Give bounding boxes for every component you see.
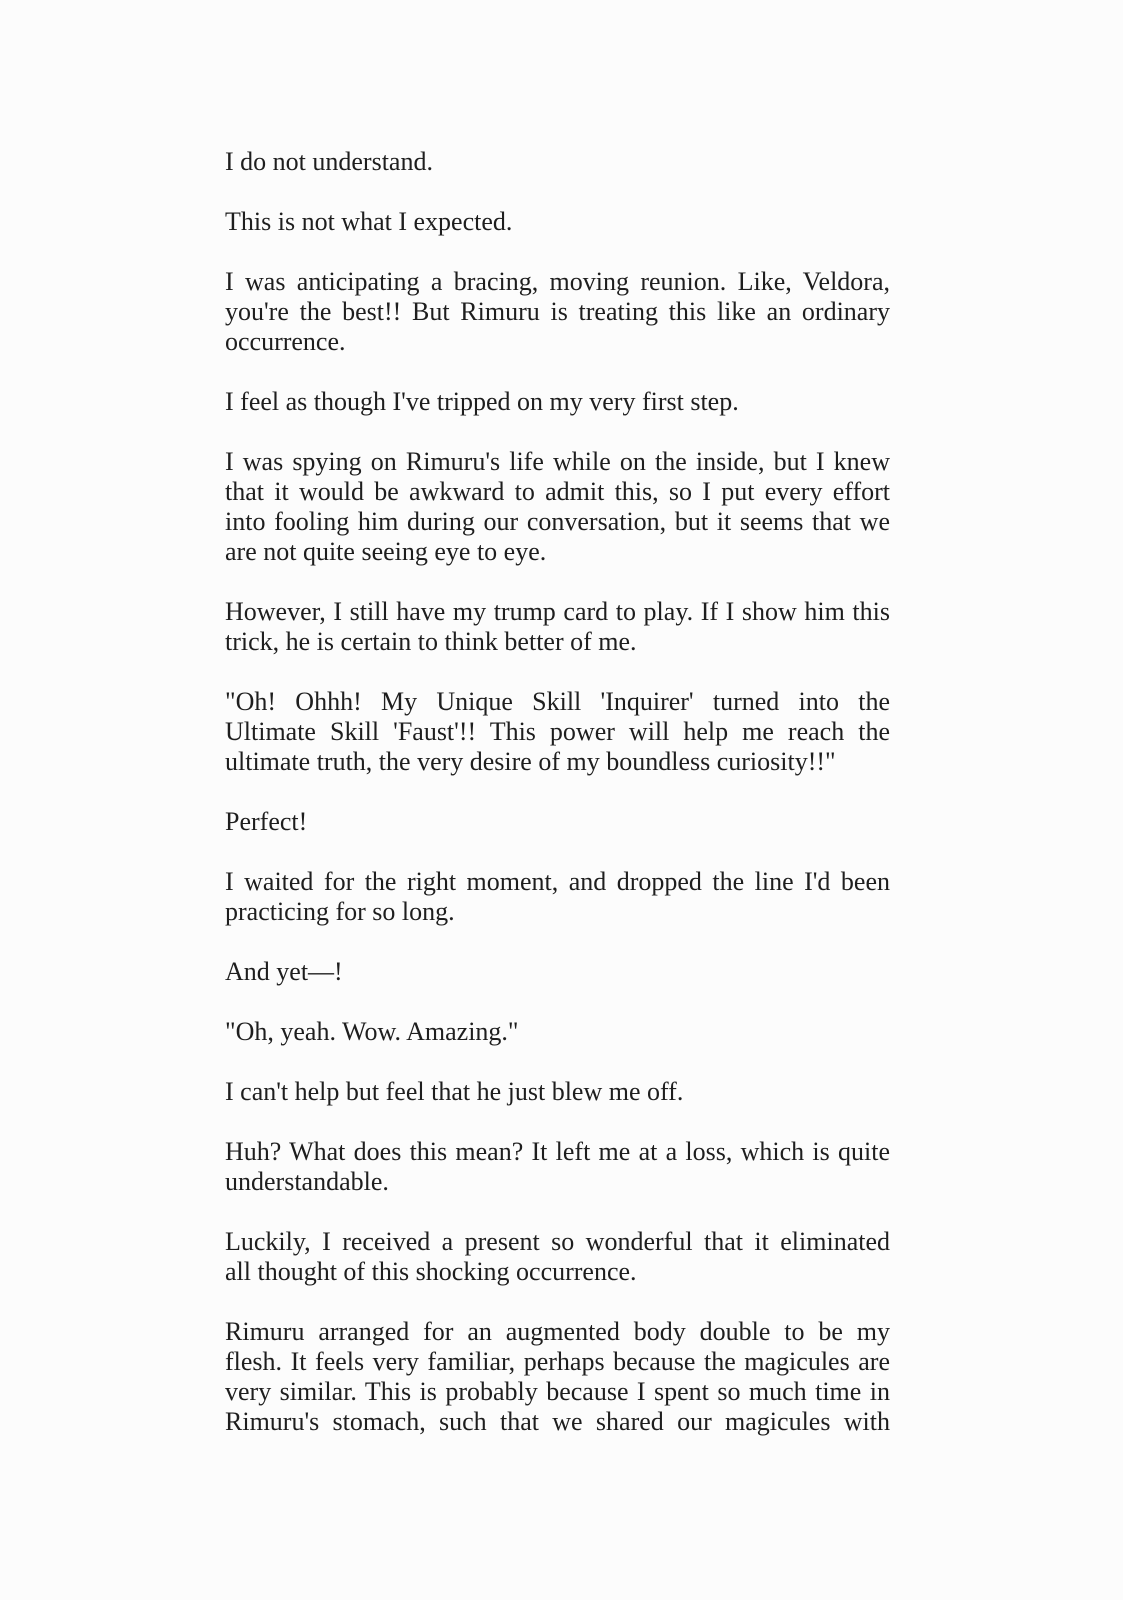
paragraph-4 <box>225 387 890 417</box>
text-line: Huh? What does this mean? It left me at a loss, which is quite <box>225 1137 890 1166</box>
text-line: practicing for so long. <box>225 897 455 926</box>
text-line: "Oh, yeah. Wow. Amazing." <box>225 1017 519 1046</box>
text-line: that it would be awkward to admit this, so I put every effort <box>225 477 890 506</box>
text-line: trick, he is certain to think better of me. <box>225 627 637 656</box>
paragraph-10 <box>225 957 890 987</box>
text-line: However, I still have my trump card to play. If I show him this <box>225 597 890 626</box>
text-line: ultimate truth, the very desire of my boundless curiosity!!" <box>225 747 836 776</box>
text-line: you're the best!! But Rimuru is treating this like an ordinary <box>225 297 890 326</box>
text-line: Rimuru arranged for an augmented body double to be my <box>225 1317 890 1346</box>
text-line: understandable. <box>225 1167 389 1196</box>
text-line: I waited for the right moment, and dropped the line I'd been <box>225 867 890 896</box>
text-line: into fooling him during our conversation, but it seems that we <box>225 507 890 536</box>
text-line: I do not understand. <box>225 147 433 176</box>
text-line: This is not what I expected. <box>225 207 513 236</box>
paragraph-11 <box>225 1017 890 1047</box>
paragraph-2 <box>225 207 890 237</box>
text-line: Rimuru's stomach, such that we shared our magicules with <box>225 1407 890 1436</box>
text-line: I feel as though I've tripped on my very first step. <box>225 387 739 416</box>
text-line: all thought of this shocking occurrence. <box>225 1257 637 1286</box>
page-text <box>225 147 890 1437</box>
paragraph-1 <box>225 147 890 177</box>
paragraph-8 <box>225 807 890 837</box>
text-line: I was spying on Rimuru's life while on the inside, but I knew <box>225 447 890 476</box>
text-line: occurrence. <box>225 327 346 356</box>
text-line: And yet—! <box>225 957 343 986</box>
text-line: Perfect! <box>225 807 308 836</box>
text-line: Ultimate Skill 'Faust'!! This power will help me reach the <box>225 717 890 746</box>
text-line: very similar. This is probably because I spent so much time in <box>225 1377 890 1406</box>
text-line: I was anticipating a bracing, moving reunion. Like, Veldora, <box>225 267 890 296</box>
text-line: Luckily, I received a present so wonderful that it eliminated <box>225 1227 890 1256</box>
text-line: "Oh! Ohhh! My Unique Skill 'Inquirer' turned into the <box>225 687 890 716</box>
text-line: flesh. It feels very familiar, perhaps because the magicules are <box>225 1347 890 1376</box>
paragraph-12 <box>225 1077 890 1107</box>
text-line: I can't help but feel that he just blew me off. <box>225 1077 684 1106</box>
text-line: are not quite seeing eye to eye. <box>225 537 547 566</box>
